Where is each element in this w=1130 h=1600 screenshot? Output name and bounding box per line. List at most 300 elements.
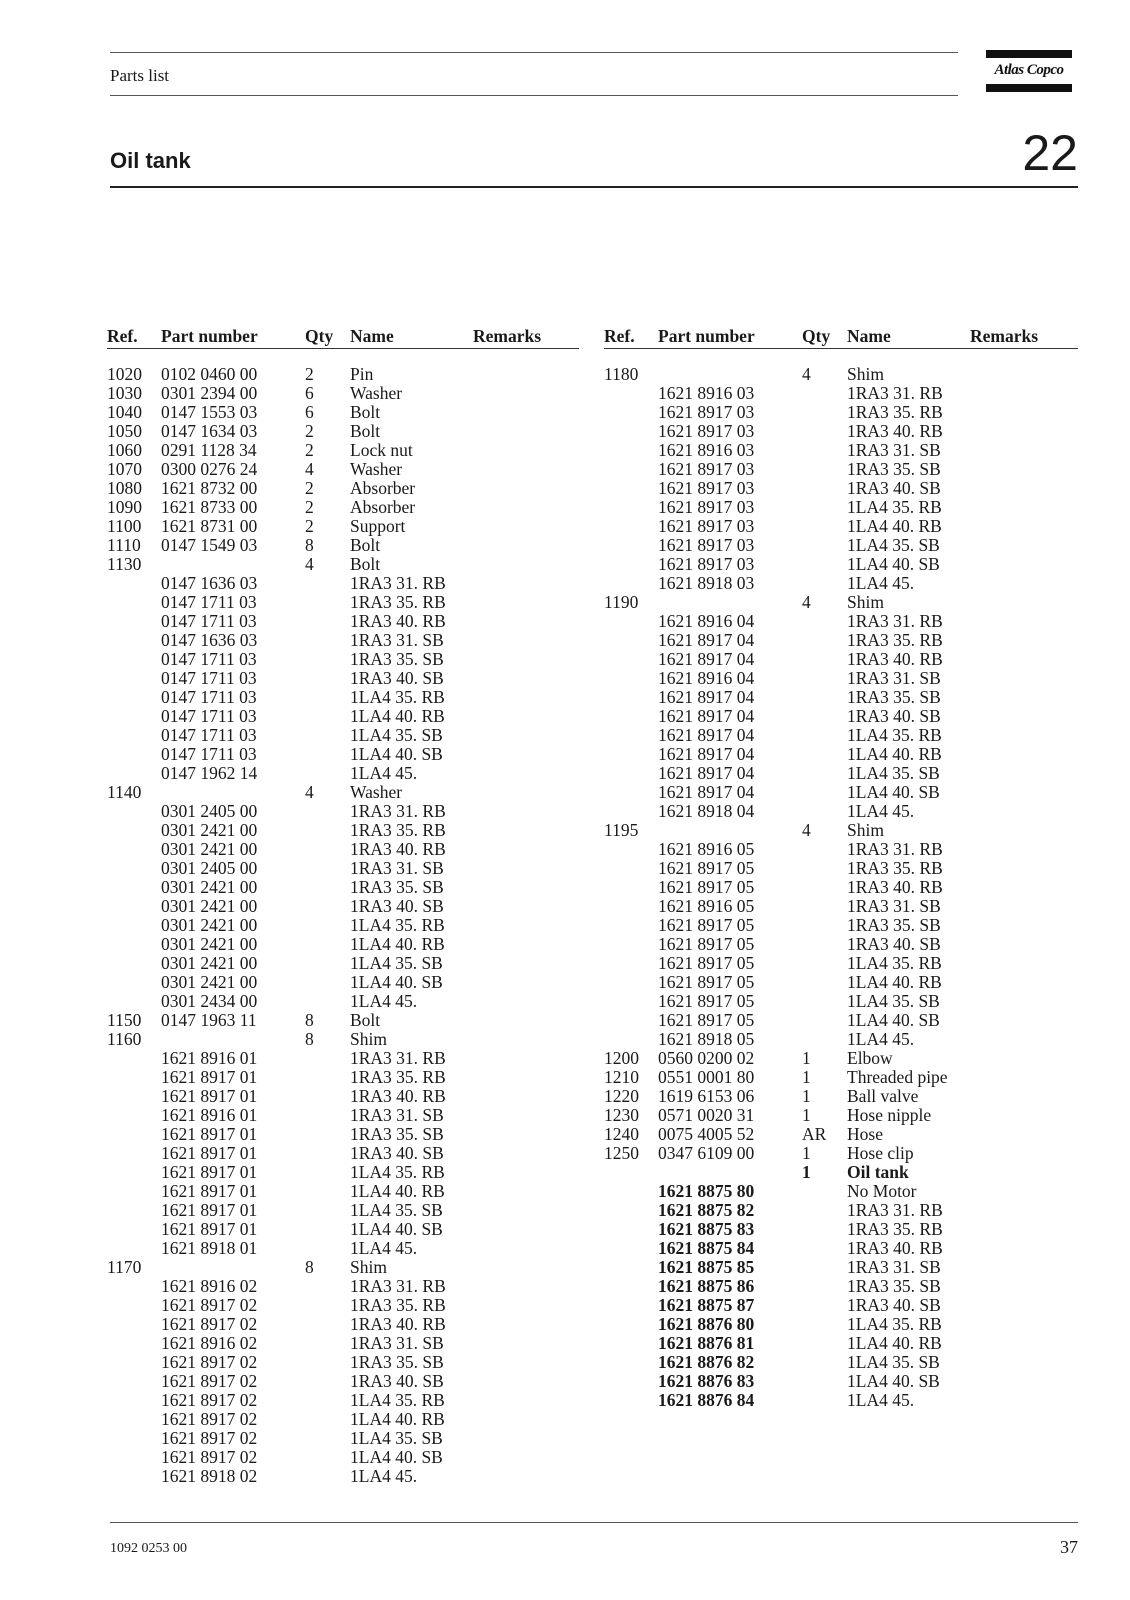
table-row [107,935,579,954]
row-name: 1RA3 40. RB [350,1314,446,1334]
row-name: 1RA3 31. RB [350,1276,446,1296]
header-bottom-rule [110,95,958,96]
row-name: 1LA4 35. SB [847,535,940,555]
table-row [604,935,1078,954]
row-name: 1RA3 31. RB [847,611,943,631]
row-qty: 6 [305,402,314,422]
header-qty: Qty [305,326,334,346]
table-row [107,1315,579,1334]
row-name: 1RA3 35. RB [847,1219,943,1239]
header-name: Name [350,326,394,346]
row-name: 1RA3 35. SB [350,649,444,669]
table-row [604,688,1078,707]
table-row [604,1239,1078,1258]
row-name: Threaded pipe [847,1067,948,1087]
row-part-number: 0147 1711 03 [161,744,257,764]
table-row [107,403,579,422]
logo-text: Atlas Copco [994,62,1064,78]
row-part-number: 1621 8916 02 [161,1276,258,1296]
row-name: 1RA3 40. RB [350,611,446,631]
table-row [604,1125,1078,1144]
row-part-number: 0147 1634 03 [161,421,258,441]
table-row [107,650,579,669]
row-name: Absorber [350,478,416,498]
row-name: 1LA4 40. RB [847,516,942,536]
table-row [604,1011,1078,1030]
row-name: 1LA4 40. RB [847,744,942,764]
row-part-number: 1621 8876 81 [658,1333,755,1353]
row-name: 1RA3 40. SB [847,1295,941,1315]
row-part-number: 1621 8917 05 [658,934,755,954]
row-name: 1RA3 31. SB [847,896,941,916]
row-part-number: 0147 1962 14 [161,763,258,783]
row-part-number: 1621 8917 04 [658,744,755,764]
header-qty: Qty [802,326,831,346]
row-part-number: 1621 8916 04 [658,611,755,631]
table-row [107,1068,579,1087]
row-part-number: 1621 8917 03 [658,402,755,422]
row-name: 1LA4 40. RB [350,1181,445,1201]
table-row [604,631,1078,650]
row-name: 1RA3 31. SB [847,1257,941,1277]
row-name: Lock nut [350,440,413,460]
table-row [604,422,1078,441]
row-name: 1RA3 35. SB [847,1276,941,1296]
row-part-number: 0347 6109 00 [658,1143,755,1163]
logo-bottom-bar [986,84,1072,92]
table-row [107,612,579,631]
table-row [107,1087,579,1106]
row-part-number: 0147 1553 03 [161,402,258,422]
row-part-number: 1621 8917 05 [658,953,755,973]
row-part-number: 1621 8917 03 [658,554,755,574]
row-name: 1LA4 35. SB [350,1200,443,1220]
row-name: Absorber [350,497,416,517]
row-qty: 4 [305,459,314,479]
row-part-number: 0300 0276 24 [161,459,258,479]
row-name: 1RA3 31. SB [847,440,941,460]
row-name: 1LA4 40. SB [350,1219,443,1239]
table-row [604,517,1078,536]
table-row [604,650,1078,669]
row-part-number: 1621 8917 02 [161,1409,258,1429]
row-ref: 1200 [604,1048,639,1068]
row-name: 1LA4 40. RB [350,1409,445,1429]
table-body-left [107,365,579,1486]
table-row [107,517,579,536]
row-qty: 8 [305,1257,314,1277]
table-row [107,992,579,1011]
row-part-number: 1621 8917 04 [658,725,755,745]
row-name: 1LA4 40. RB [847,972,942,992]
row-part-number: 1621 8917 02 [161,1447,258,1467]
table-row [107,688,579,707]
table-row [604,840,1078,859]
row-part-number: 1621 8917 05 [658,877,755,897]
row-name: 1LA4 45. [350,1466,418,1486]
row-name: 1LA4 40. SB [350,744,443,764]
table-row [107,1201,579,1220]
row-part-number: 0291 1128 34 [161,440,257,460]
footer-rule [110,1522,1078,1523]
table-row [604,1030,1078,1049]
row-qty: 4 [305,554,314,574]
row-qty: 2 [305,421,314,441]
row-part-number: 1621 8916 04 [658,668,755,688]
row-name: 1RA3 40. RB [847,1238,943,1258]
table-row [604,1163,1078,1182]
table-row [604,973,1078,992]
row-ref: 1100 [107,516,142,536]
row-part-number: 1621 8917 04 [658,687,755,707]
row-part-number: 1621 8916 01 [161,1105,258,1125]
row-name: Oil tank [847,1162,909,1182]
row-ref: 1170 [107,1257,142,1277]
row-name: 1RA3 31. RB [350,573,446,593]
row-part-number: 1621 8917 01 [161,1200,258,1220]
table-row [107,1030,579,1049]
row-part-number: 1621 8917 04 [658,649,755,669]
header-name: Name [847,326,891,346]
table-row [604,1049,1078,1068]
table-row [107,422,579,441]
row-qty: 4 [802,820,811,840]
page-number: 37 [1060,1537,1078,1557]
parts-table-right [604,322,1078,1410]
row-part-number: 1621 8733 00 [161,497,258,517]
table-row [107,821,579,840]
row-ref: 1150 [107,1010,142,1030]
row-name: 1LA4 40. SB [847,782,940,802]
row-ref: 1020 [107,364,142,384]
table-row [107,574,579,593]
table-row [604,403,1078,422]
table-row [604,1296,1078,1315]
table-row [107,536,579,555]
table-row [107,1220,579,1239]
row-name: Shim [847,364,884,384]
table-row [107,441,579,460]
row-name: Bolt [350,554,381,574]
row-name: 1RA3 40. SB [350,668,444,688]
row-name: Washer [350,383,403,403]
row-part-number: 0075 4005 52 [658,1124,755,1144]
row-ref: 1060 [107,440,142,460]
row-name: 1LA4 45. [847,1029,915,1049]
row-name: Hose [847,1124,883,1144]
table-row [604,897,1078,916]
row-name: 1LA4 40. RB [350,934,445,954]
row-qty: 1 [802,1143,811,1163]
row-name: 1LA4 45. [847,1390,915,1410]
row-part-number: 1621 8918 02 [161,1466,258,1486]
row-part-number: 0301 2434 00 [161,991,258,1011]
table-row [107,1011,579,1030]
row-qty: 1 [802,1067,811,1087]
table-row [107,897,579,916]
row-part-number: 1621 8917 01 [161,1086,258,1106]
row-name: Bolt [350,421,381,441]
table-row [107,555,579,574]
row-part-number: 1621 8917 03 [658,478,755,498]
row-part-number: 1621 8917 03 [658,459,755,479]
row-part-number: 1621 8731 00 [161,516,258,536]
row-name: 1RA3 35. SB [350,1124,444,1144]
table-row [107,1467,579,1486]
row-name: 1RA3 35. RB [350,820,446,840]
row-part-number: 1621 8917 04 [658,706,755,726]
row-part-number: 0301 2405 00 [161,858,258,878]
row-name: Shim [847,820,884,840]
row-ref: 1130 [107,554,142,574]
row-name: 1RA3 40. RB [350,1086,446,1106]
table-row [107,365,579,384]
row-name: Washer [350,782,403,802]
table-row [107,1049,579,1068]
row-part-number: 1619 6153 06 [658,1086,755,1106]
row-part-number: 1621 8916 01 [161,1048,258,1068]
row-name: 1RA3 35. SB [350,877,444,897]
row-part-number: 1621 8876 80 [658,1314,755,1334]
table-row [604,745,1078,764]
row-part-number: 1621 8916 03 [658,383,755,403]
row-name: 1LA4 40. RB [847,1333,942,1353]
row-name: 1RA3 40. SB [847,934,941,954]
row-part-number: 0147 1711 03 [161,687,257,707]
table-row [604,1144,1078,1163]
row-part-number: 1621 8875 85 [658,1257,755,1277]
row-qty: 1 [802,1048,811,1068]
row-part-number: 0147 1711 03 [161,725,257,745]
row-part-number: 1621 8875 83 [658,1219,755,1239]
row-name: 1LA4 35. RB [847,1314,942,1334]
table-row [604,783,1078,802]
row-name: 1RA3 40. SB [350,1371,444,1391]
row-part-number: 1621 8918 04 [658,801,755,821]
logo-top-bar [986,50,1072,58]
row-part-number: 1621 8732 00 [161,478,258,498]
row-name: 1RA3 40. RB [847,649,943,669]
row-name: 1RA3 35. RB [350,1067,446,1087]
table-row [604,1315,1078,1334]
row-ref: 1220 [604,1086,639,1106]
row-part-number: 1621 8918 05 [658,1029,755,1049]
row-part-number: 0301 2421 00 [161,820,258,840]
row-part-number: 0147 1711 03 [161,611,257,631]
row-part-number: 1621 8875 80 [658,1181,755,1201]
row-name: 1RA3 35. SB [847,459,941,479]
row-name: 1LA4 45. [350,763,418,783]
row-part-number: 1621 8917 05 [658,1010,755,1030]
row-part-number: 1621 8876 84 [658,1390,755,1410]
row-part-number: 1621 8876 83 [658,1371,755,1391]
row-part-number: 1621 8918 03 [658,573,755,593]
table-row [604,1334,1078,1353]
table-row [604,365,1078,384]
row-name: 1LA4 40. SB [847,1010,940,1030]
row-part-number: 1621 8917 02 [161,1371,258,1391]
table-row [604,536,1078,555]
row-name: 1RA3 40. RB [350,839,446,859]
row-name: Shim [350,1029,387,1049]
table-row [107,916,579,935]
table-row [107,707,579,726]
row-part-number: 1621 8916 02 [161,1333,258,1353]
row-ref: 1090 [107,497,142,517]
row-name: Hose clip [847,1143,914,1163]
table-row [107,783,579,802]
row-name: 1LA4 35. RB [350,687,445,707]
row-qty: 2 [305,497,314,517]
row-part-number: 0301 2421 00 [161,953,258,973]
table-row [604,1182,1078,1201]
row-name: 1LA4 40. SB [847,1371,940,1391]
row-part-number: 0147 1636 03 [161,630,258,650]
table-row [604,1220,1078,1239]
document-number: 1092 0253 00 [110,1541,187,1556]
table-row [107,1410,579,1429]
table-row [107,726,579,745]
header-label: Parts list [110,66,170,85]
row-qty: 1 [802,1086,811,1106]
row-name: 1RA3 35. RB [350,1295,446,1315]
table-row [107,1334,579,1353]
table-row [107,479,579,498]
row-ref: 1040 [107,402,142,422]
row-name: 1RA3 31. SB [847,668,941,688]
header-remarks: Remarks [473,326,542,346]
row-ref: 1160 [107,1029,142,1049]
row-qty: 2 [305,364,314,384]
table-row [604,1353,1078,1372]
row-name: 1LA4 35. SB [847,763,940,783]
row-qty: 2 [305,440,314,460]
table-row [604,1258,1078,1277]
row-name: Ball valve [847,1086,919,1106]
table-row [604,726,1078,745]
row-part-number: 1621 8917 01 [161,1219,258,1239]
table-row [107,1144,579,1163]
header-part-number: Part number [161,326,258,346]
table-row [604,669,1078,688]
row-ref: 1030 [107,383,142,403]
header-remarks: Remarks [970,326,1039,346]
row-part-number: 1621 8917 02 [161,1428,258,1448]
row-name: 1RA3 31. RB [847,1200,943,1220]
row-name: 1LA4 45. [350,1238,418,1258]
row-part-number: 1621 8875 82 [658,1200,755,1220]
table-row [107,1277,579,1296]
row-name: 1LA4 35. SB [847,991,940,1011]
row-qty: 1 [802,1162,811,1182]
table-row [604,479,1078,498]
row-name: Bolt [350,1010,381,1030]
table-row [604,1277,1078,1296]
table-row [107,802,579,821]
row-ref: 1230 [604,1105,639,1125]
table-row [107,1448,579,1467]
table-row [604,916,1078,935]
row-part-number: 1621 8875 87 [658,1295,755,1315]
row-ref: 1050 [107,421,142,441]
row-part-number: 0147 1963 11 [161,1010,257,1030]
row-part-number: 1621 8917 02 [161,1352,258,1372]
row-qty: 2 [305,516,314,536]
row-qty: 4 [305,782,314,802]
row-name: 1RA3 40. SB [847,478,941,498]
row-part-number: 1621 8917 01 [161,1124,258,1144]
table-row [107,669,579,688]
row-part-number: 0147 1549 03 [161,535,258,555]
row-part-number: 0147 1711 03 [161,592,257,612]
row-part-number: 1621 8917 03 [658,421,755,441]
table-row [107,1429,579,1448]
row-part-number: 0147 1711 03 [161,706,257,726]
row-part-number: 1621 8917 02 [161,1390,258,1410]
row-part-number: 0301 2394 00 [161,383,258,403]
row-name: 1RA3 35. SB [350,1352,444,1372]
table-row [107,1106,579,1125]
row-part-number: 0147 1636 03 [161,573,258,593]
header-ref: Ref. [107,326,138,346]
row-name: 1RA3 31. RB [350,1048,446,1068]
row-name: 1RA3 40. SB [350,896,444,916]
row-name: Pin [350,364,374,384]
table-row [604,460,1078,479]
table-row [604,612,1078,631]
row-name: 1LA4 45. [847,573,915,593]
row-name: 1RA3 31. SB [350,1105,444,1125]
row-name: 1LA4 40. SB [350,972,443,992]
row-part-number: 0560 0200 02 [658,1048,755,1068]
table-row [604,707,1078,726]
row-ref: 1140 [107,782,142,802]
row-ref: 1190 [604,592,639,612]
header-top-rule [110,52,958,53]
row-name: No Motor [847,1181,917,1201]
row-part-number: 1621 8917 04 [658,630,755,650]
row-ref: 1080 [107,478,142,498]
table-row [107,764,579,783]
row-ref: 1195 [604,820,639,840]
row-name: 1RA3 40. RB [847,877,943,897]
table-row [107,859,579,878]
table-row [107,1163,579,1182]
parts-table-left [107,322,579,1486]
row-name: 1LA4 35. RB [847,725,942,745]
row-part-number: 1621 8917 01 [161,1162,258,1182]
row-part-number: 1621 8875 86 [658,1276,755,1296]
row-name: Hose nipple [847,1105,932,1125]
table-row [107,1125,579,1144]
row-ref: 1070 [107,459,142,479]
row-part-number: 1621 8917 02 [161,1314,258,1334]
row-part-number: 0301 2421 00 [161,972,258,992]
table-row [107,631,579,650]
row-part-number: 1621 8916 05 [658,839,755,859]
row-part-number: 1621 8876 82 [658,1352,755,1372]
row-name: 1RA3 31. RB [847,839,943,859]
row-name: Washer [350,459,403,479]
row-part-number: 0571 0020 31 [658,1105,755,1125]
row-part-number: 1621 8917 01 [161,1067,258,1087]
header-part-number: Part number [658,326,755,346]
row-name: 1LA4 35. SB [350,1428,443,1448]
row-part-number: 1621 8916 05 [658,896,755,916]
row-name: Bolt [350,535,381,555]
table-row [604,992,1078,1011]
row-name: 1LA4 40. SB [847,554,940,574]
